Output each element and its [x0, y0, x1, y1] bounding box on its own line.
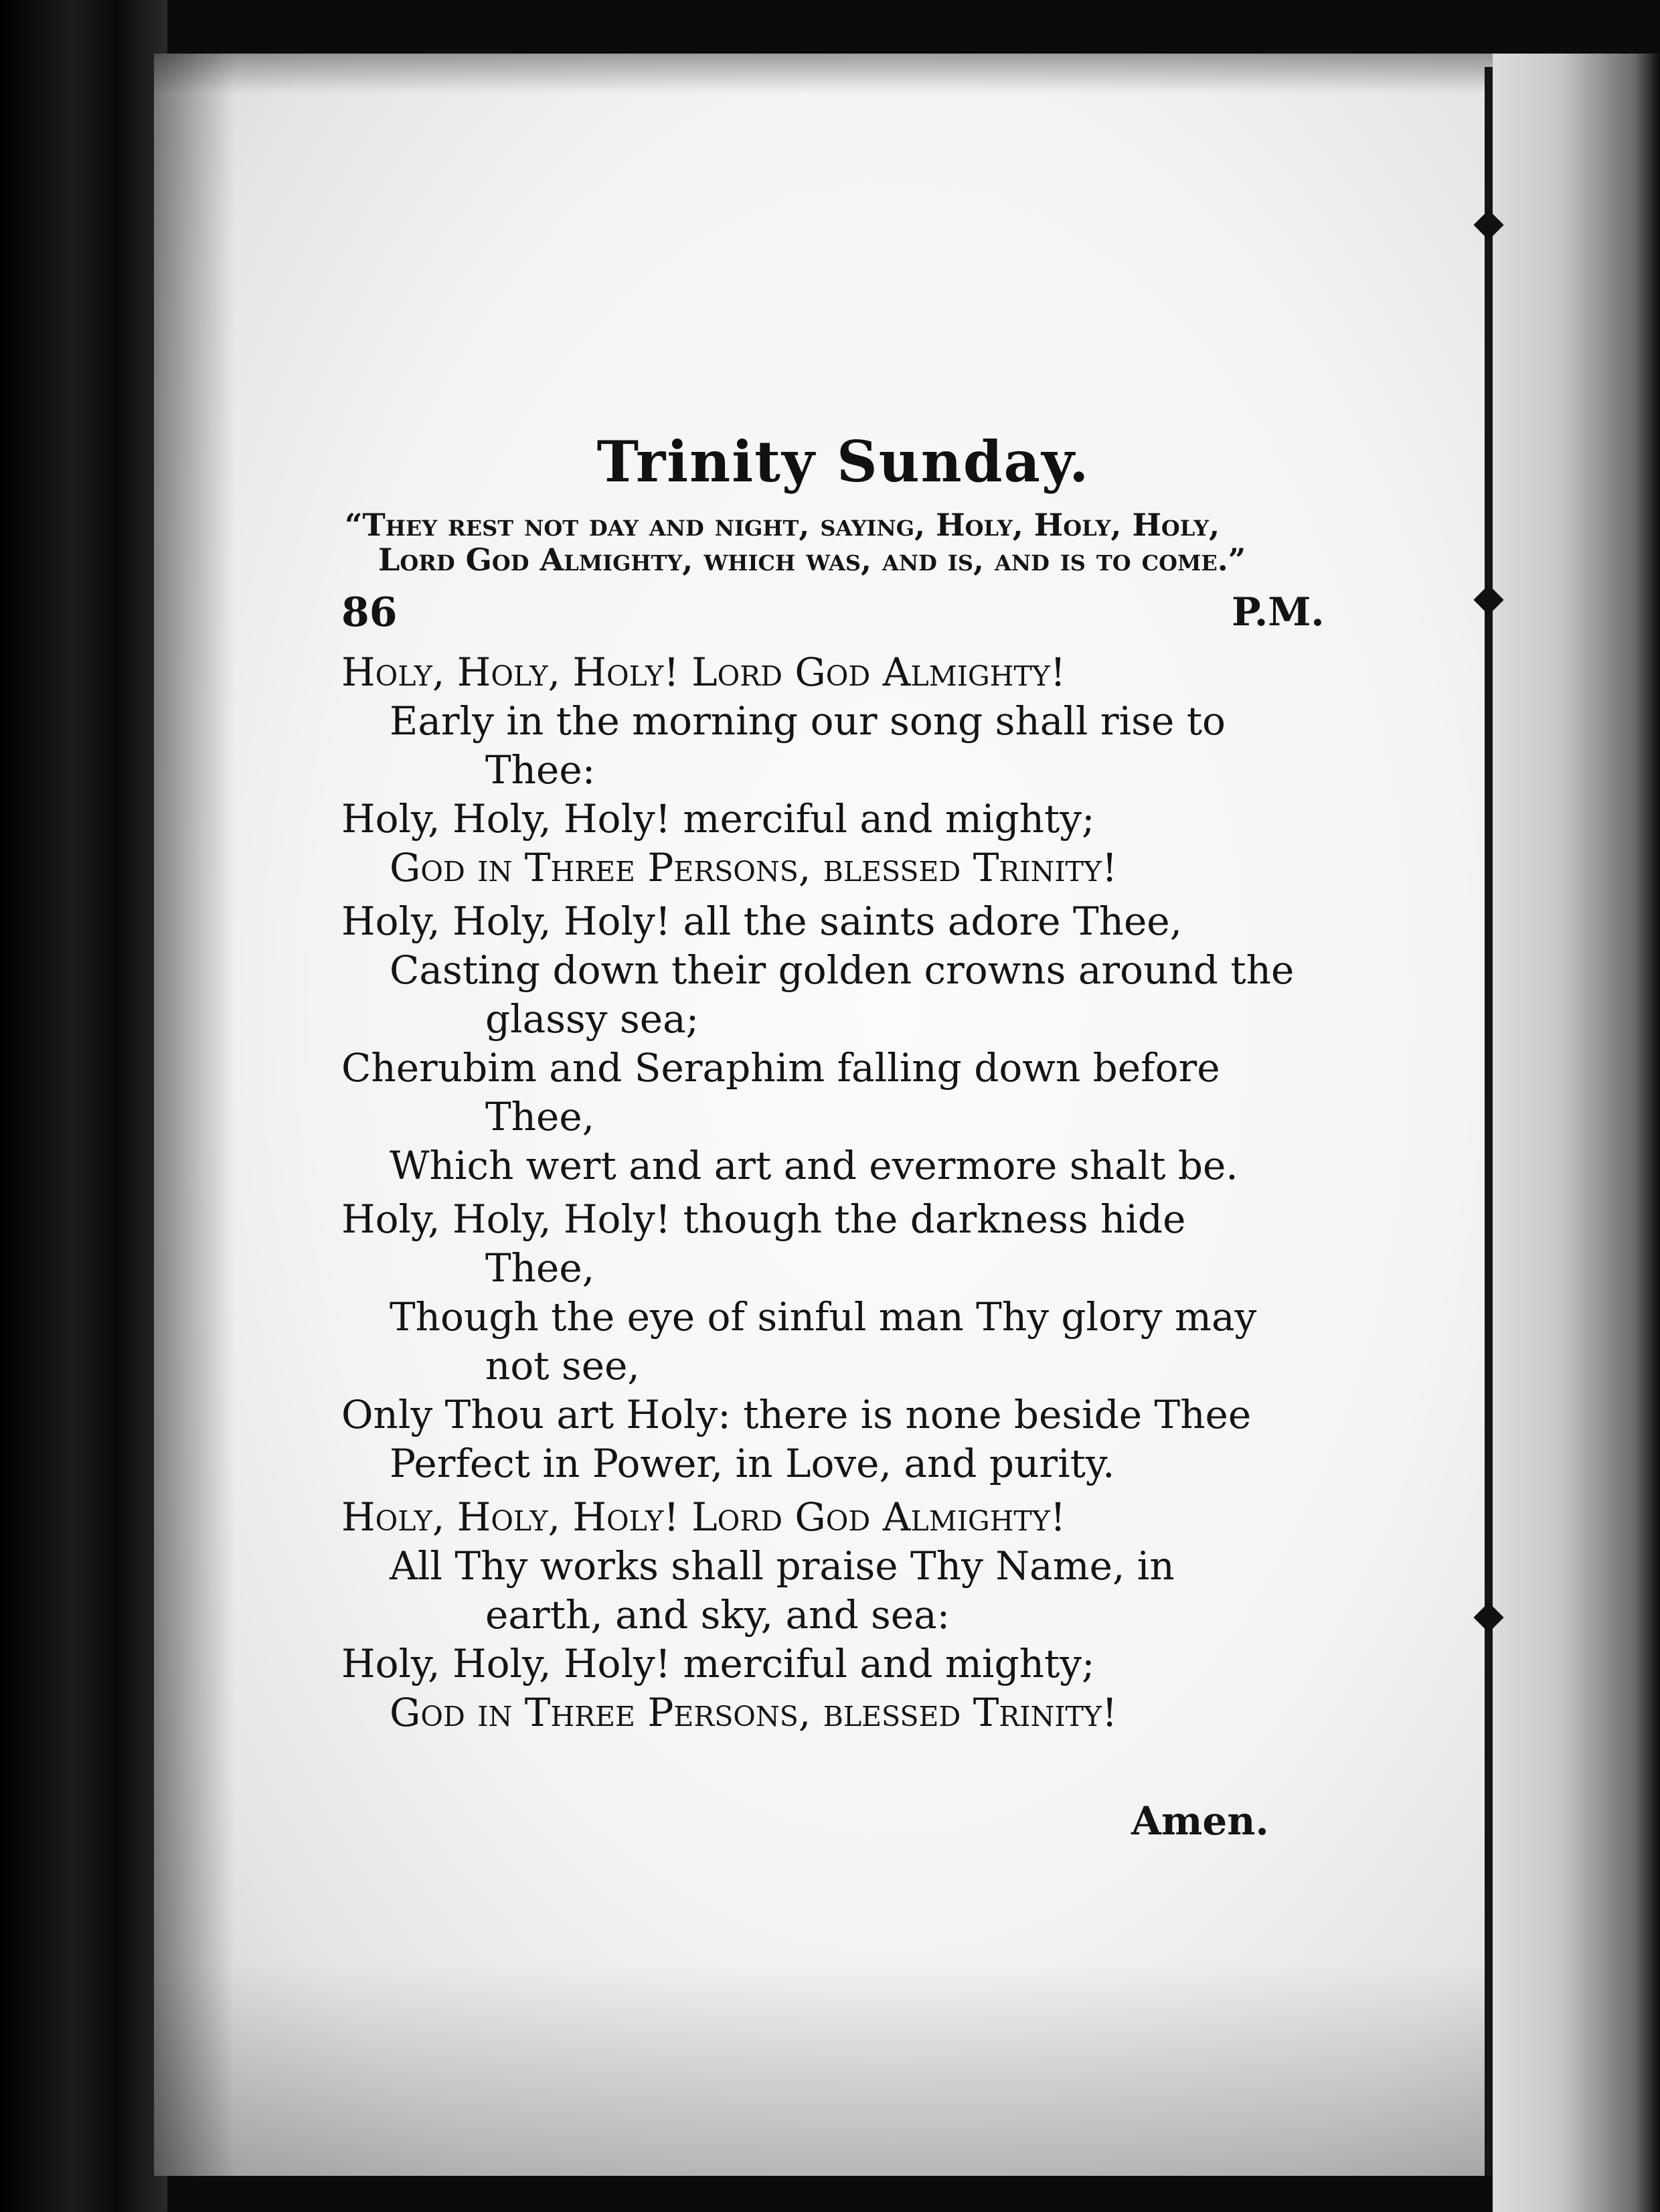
verse-line: Cherubim and Seraphim falling down before: [341, 1045, 1220, 1091]
verse-line: Thee,: [485, 1094, 595, 1139]
stanza: [341, 648, 1319, 892]
page-gutter-line: [1485, 67, 1493, 2176]
page-title: Trinity Sunday.: [596, 428, 1090, 495]
page-top-shadow: [154, 54, 1493, 94]
stanza: [341, 1493, 1319, 1737]
verse-line: Holy, Holy, Holy! merciful and mighty;: [341, 796, 1095, 842]
epigraph: [345, 507, 1322, 577]
verse-line: Thee,: [485, 1245, 595, 1291]
facing-page-edge: [1493, 54, 1660, 2212]
hymn-meter: P.M.: [1232, 589, 1325, 635]
verse-line: earth, and sky, and sea:: [485, 1592, 950, 1638]
verse-line: Holy, Holy, Holy! Lord God Almighty!: [341, 1494, 1066, 1540]
verse-line: Holy, Holy, Holy! all the saints adore Thee,: [341, 898, 1183, 944]
verse-line: Holy, Holy, Holy! Lord God Almighty!: [341, 649, 1066, 695]
verse-line: Casting down their golden crowns around the: [390, 947, 1295, 993]
verse-line: Holy, Holy, Holy! merciful and mighty;: [341, 1641, 1095, 1686]
verse-line: Though the eye of sinful man Thy glory may: [390, 1294, 1257, 1340]
verse-line: glassy sea;: [485, 996, 699, 1042]
hymn-verses: [341, 648, 1319, 1742]
amen: Amen.: [1131, 1798, 1269, 1844]
verse-line: God in Three Persons, blessed Trinity!: [390, 845, 1118, 890]
hymn-number: 86: [341, 589, 398, 636]
stanza: [341, 897, 1319, 1190]
verse-line: God in Three Persons, blessed Trinity!: [390, 1690, 1118, 1735]
verse-line: not see,: [485, 1343, 640, 1389]
verse-line: Thee:: [485, 747, 596, 793]
verse-line: Holy, Holy, Holy! though the darkness hide: [341, 1196, 1186, 1242]
verse-line: All Thy works shall praise Thy Name, in: [390, 1543, 1175, 1589]
stanza: [341, 1195, 1319, 1488]
epigraph-line: Lord God Almighty, which was, and is, and is to come.”: [378, 542, 1246, 578]
book-left-edge: [0, 0, 167, 2212]
verse-line: Early in the morning our song shall rise to: [390, 698, 1226, 744]
verse-line: Which wert and art and evermore shalt be.: [390, 1143, 1238, 1188]
verse-line: Only Thou art Holy: there is none beside Thee: [341, 1392, 1252, 1437]
verse-line: Perfect in Power, in Love, and purity.: [390, 1441, 1115, 1486]
epigraph-line: “They rest not day and night, saying, Holy, Holy, Holy,: [345, 507, 1220, 543]
